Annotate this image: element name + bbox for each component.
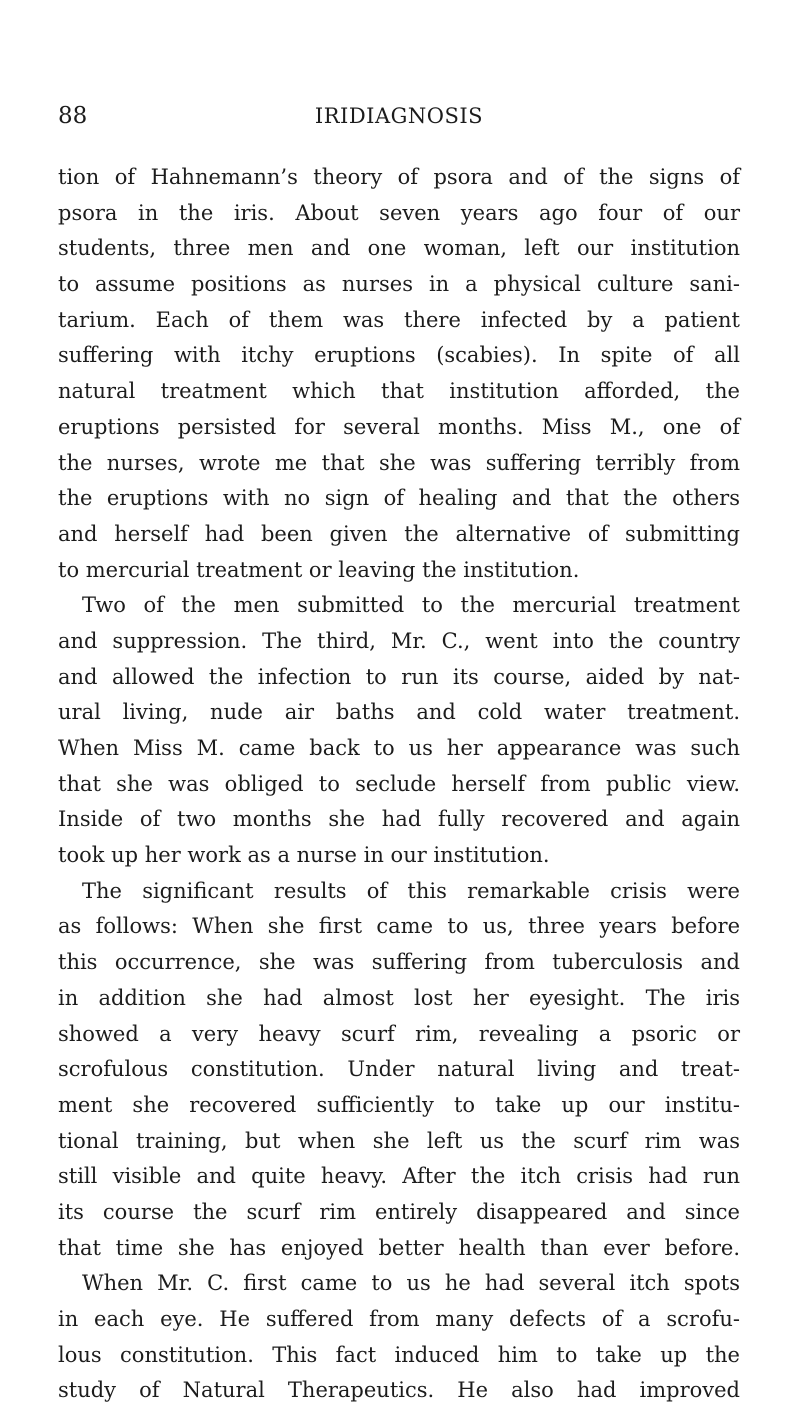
text-line: natural treatment which that institution afforded, the — [58, 379, 740, 404]
text-line: ural living, nude air baths and cold water treatment. — [58, 700, 740, 725]
text-line: suffering with itchy eruptions (scabies). In spite of all — [58, 343, 740, 368]
text-line: to mercurial treatment or leaving the institution. — [58, 557, 580, 582]
page-number: 88 — [58, 103, 88, 129]
page-header — [58, 98, 740, 134]
text-line: showed a very heavy scurf rim, revealing a psoric or — [58, 1021, 740, 1046]
text-line: tion of Hahnemann’s theory of psora and of the signs of — [58, 165, 740, 189]
text-line: ment she recovered sufficiently to take up our institu- — [58, 1092, 740, 1117]
text-line: psora in the iris. About seven years ago four of our — [58, 200, 740, 225]
text-line: this occurrence, she was suffering from tuberculosis and — [58, 950, 740, 975]
text-line: When Mr. C. first came to us he had several itch spots — [82, 1271, 740, 1296]
text-line: that she was obliged to seclude herself from public view. — [58, 771, 740, 796]
text-line: its course the scurf rim entirely disappeared and since — [58, 1199, 740, 1224]
text-line: still visible and quite heavy. After the itch crisis had run — [58, 1164, 740, 1189]
text-line: lous constitution. This fact induced him to take up the — [58, 1342, 740, 1367]
text-line: The significant results of this remarkable crisis were — [82, 878, 740, 903]
text-line: the eruptions with no sign of healing and that the others — [58, 486, 740, 511]
text-line: and allowed the infection to run its course, aided by nat- — [58, 664, 740, 689]
text-line: eruptions persisted for several months. Miss M., one of — [58, 414, 740, 439]
text-line: study of Natural Therapeutics. He also had improved — [58, 1378, 740, 1403]
text-line: the nurses, wrote me that she was suffering terribly from — [58, 450, 740, 475]
text-line: Inside of two months she had fully recovered and again — [58, 807, 740, 832]
text-line: as follows: When she first came to us, three years before — [58, 914, 740, 939]
text-line: tarium. Each of them was there infected by a patient — [58, 307, 740, 332]
body-text — [58, 160, 740, 1409]
text-line: in addition she had almost lost her eyesight. The iris — [58, 985, 740, 1010]
text-line: tional training, but when she left us the scurf rim was — [58, 1128, 740, 1153]
text-line: took up her work as a nurse in our institution. — [58, 843, 550, 868]
text-line: students, three men and one woman, left our institution — [58, 236, 740, 261]
running-head: IRIDIAGNOSIS — [314, 104, 484, 128]
text-line: in each eye. He suffered from many defects of a scrofu- — [58, 1307, 740, 1331]
text-line: and herself had been given the alternative of submitting — [58, 521, 740, 546]
text-line: that time she has enjoyed better health than ever before. — [58, 1235, 740, 1260]
text-line: Two of the men submitted to the mercurial treatment — [82, 593, 740, 618]
text-line: and suppression. The third, Mr. C., went into the country — [58, 628, 740, 653]
text-line: to assume positions as nurses in a physical culture sani- — [58, 272, 740, 297]
text-line: scrofulous constitution. Under natural living and treat- — [58, 1057, 740, 1082]
text-line: When Miss M. came back to us her appearance was such — [58, 736, 740, 760]
